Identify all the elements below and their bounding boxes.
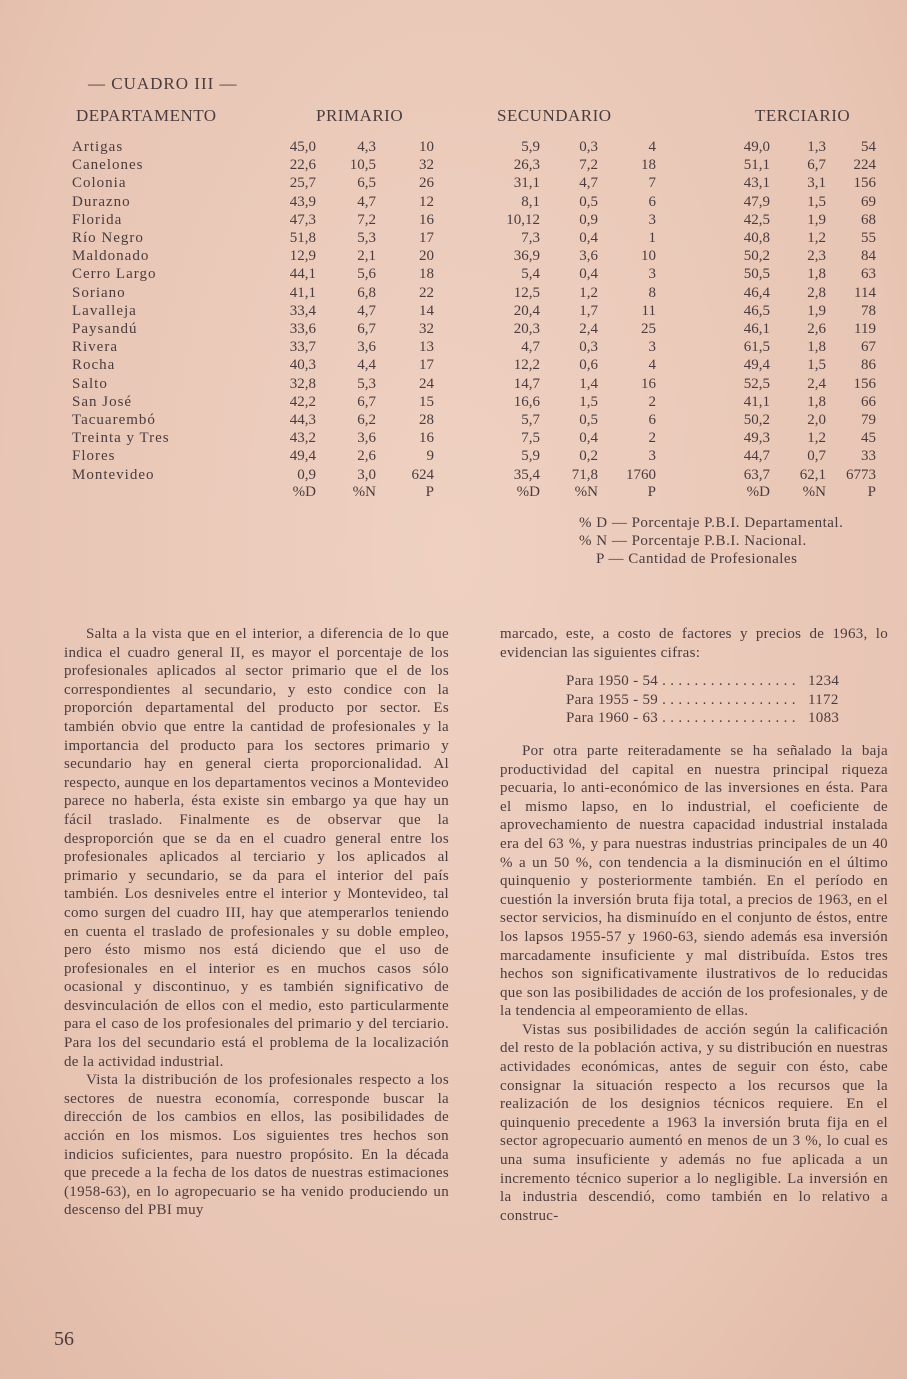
table-cell: 44,7 <box>743 448 770 465</box>
table-cell: 14,7 <box>513 375 540 392</box>
department-name: Florida <box>72 211 123 228</box>
table-cell: 79 <box>861 412 876 428</box>
table-cell: 1,5 <box>579 393 598 410</box>
table-cell: 0,5 <box>579 193 598 210</box>
table-cell: 1,3 <box>807 139 826 155</box>
table-cell: 6,2 <box>357 412 376 428</box>
table-cell: 78 <box>861 302 876 319</box>
table-cell: 4 <box>648 357 656 374</box>
table-cell: 67 <box>861 339 876 356</box>
department-name: Paysandú <box>72 321 138 337</box>
footer-cell: P <box>867 484 876 500</box>
figure-label: Para 1955 - 59 . . . . . . . . . . . . . . . . . <box>566 691 796 708</box>
table-cell: 3,6 <box>357 339 376 356</box>
table-cell: 6773 <box>846 466 876 483</box>
table-cell: 40,3 <box>289 357 316 374</box>
table-cell: 17 <box>419 357 434 374</box>
table-cell: 45,0 <box>289 139 316 155</box>
table-cell: 1,8 <box>807 339 826 356</box>
left-text-column <box>64 625 449 1220</box>
table-cell: 33,4 <box>289 302 316 319</box>
table-cell: 47,3 <box>289 211 316 228</box>
table-cell: 46,4 <box>743 284 770 301</box>
table-cell: 22 <box>419 284 434 301</box>
table-cell: 43,9 <box>289 193 316 210</box>
table-cell: 8,1 <box>521 193 540 210</box>
table-cell: 16 <box>641 375 656 392</box>
table-cell: 7 <box>648 175 656 192</box>
table-cell: 12,2 <box>513 357 540 374</box>
department-name: Río Negro <box>72 230 144 246</box>
table-cell: 2,3 <box>807 248 826 265</box>
table-cell: 11 <box>641 302 656 319</box>
footer-cell: P <box>425 484 434 500</box>
legend-n: % N — Porcentaje P.B.I. Nacional. <box>579 533 807 549</box>
table-row <box>0 175 907 195</box>
figure-label: Para 1960 - 63 . . . . . . . . . . . . . . . . . <box>566 710 796 727</box>
department-name: Salto <box>72 375 108 392</box>
table-cell: 62,1 <box>799 466 826 483</box>
table-cell: 0,5 <box>579 412 598 428</box>
figure-row <box>566 691 851 710</box>
table-cell: 47,9 <box>743 193 770 210</box>
table-row <box>0 157 907 177</box>
table-cell: 26 <box>419 175 434 192</box>
table-cell: 46,1 <box>743 321 770 337</box>
figure-value: 1083 <box>808 710 840 727</box>
table-cell: 2,0 <box>807 412 826 428</box>
table-cell: 69 <box>861 193 876 210</box>
table-cell: 18 <box>641 157 656 174</box>
table-cell: 49,3 <box>743 430 770 447</box>
table-cell: 18 <box>419 266 434 283</box>
footer-cell: %N <box>802 484 826 500</box>
table-title: — CUADRO III — <box>88 74 238 93</box>
table-cell: 3 <box>648 448 656 465</box>
department-name: Flores <box>72 448 116 465</box>
table-cell: 0,9 <box>297 466 316 483</box>
table-cell: 3,0 <box>357 466 376 483</box>
table-cell: 68 <box>861 211 876 228</box>
table-cell: 10,5 <box>349 157 376 174</box>
table-cell: 6 <box>648 193 656 210</box>
table-cell: 33,7 <box>289 339 316 356</box>
table-cell: 119 <box>854 321 876 337</box>
table-cell: 24 <box>419 375 434 392</box>
table-cell: 15 <box>419 393 434 410</box>
table-cell: 1,9 <box>807 211 826 228</box>
table-cell: 5,3 <box>357 230 376 246</box>
table-cell: 10,12 <box>506 211 540 228</box>
table-cell: 13 <box>419 339 434 356</box>
table-cell: 55 <box>861 230 876 246</box>
table-cell: 49,4 <box>743 357 770 374</box>
page-number: 56 <box>54 1328 74 1350</box>
table-row <box>0 139 907 159</box>
table-cell: 52,5 <box>743 375 770 392</box>
table-cell: 12 <box>419 193 434 210</box>
table-cell: 1,7 <box>579 302 598 319</box>
table-cell: 2,6 <box>357 448 376 465</box>
table-cell: 42,5 <box>743 211 770 228</box>
table-cell: 224 <box>853 157 876 174</box>
department-name: San José <box>72 393 133 410</box>
table-cell: 3,1 <box>807 175 826 192</box>
footer-cell: %N <box>352 484 376 500</box>
table-cell: 28 <box>419 412 434 428</box>
table-row <box>0 230 907 250</box>
table-cell: 33 <box>861 448 876 465</box>
department-name: Montevideo <box>72 466 155 483</box>
table-cell: 86 <box>861 357 876 374</box>
table-cell: 26,3 <box>513 157 540 174</box>
table-cell: 6 <box>648 412 656 428</box>
table-cell: 84 <box>861 248 876 265</box>
table-cell: 66 <box>861 393 876 410</box>
table-row <box>0 194 907 214</box>
table-cell: 4,3 <box>357 139 376 155</box>
table-cell: 156 <box>853 175 876 192</box>
header-secundario: SECUNDARIO <box>497 106 612 125</box>
table-row <box>0 303 907 323</box>
table-cell: 4 <box>648 139 656 155</box>
table-row <box>0 339 907 359</box>
legend <box>579 514 843 568</box>
table-cell: 2,8 <box>807 284 826 301</box>
table-cell: 5,9 <box>521 448 540 465</box>
table-cell: 1,8 <box>807 266 826 283</box>
table-cell: 44,3 <box>289 412 316 428</box>
footer-cell: %D <box>516 484 540 500</box>
table-row <box>0 212 907 232</box>
table-cell: 61,5 <box>743 339 770 356</box>
table-cell: 71,8 <box>571 466 598 483</box>
table-cell: 54 <box>861 139 876 155</box>
table-cell: 1,2 <box>807 430 826 447</box>
table-cell: 25,7 <box>289 175 316 192</box>
table-cell: 7,2 <box>579 157 598 174</box>
table-cell: 22,6 <box>289 157 316 174</box>
table-cell: 1,8 <box>807 393 826 410</box>
table-cell: 50,2 <box>743 412 770 428</box>
table-cell: 14 <box>419 302 434 319</box>
table-cell: 5,9 <box>521 139 540 155</box>
table-cell: 1760 <box>626 466 656 483</box>
table-cell: 2,4 <box>807 375 826 392</box>
paragraph: Vistas sus posibilidades de acción según la calificación del resto de la población activa, y su distribución en nuestras actividades económicas, antes de seguir con ésto, cabe consignar la situación respecto a los recursos que la realización de los designios técnicos requiere. En el quinquenio precedente a 1963 la inversión bruta fija en el sector agropecuario aumentó en menos de un 3 %, lo cual es una suma insuficiente y además no fue aplicada a un incremento técnico superior a lo negligible. La inversión en la industria descendió, como también en lo relativo a construc- <box>500 1021 888 1224</box>
table-cell: 8 <box>648 284 656 301</box>
table-cell: 5,3 <box>357 375 376 392</box>
table-cell: 2 <box>648 430 656 447</box>
table-cell: 4,7 <box>357 302 376 319</box>
table-cell: 7,5 <box>521 430 540 447</box>
paragraph: marcado, este, a costo de factores y precios de 1963, lo evidencian las siguientes cifras: <box>500 626 888 661</box>
footer-cell: P <box>647 484 656 500</box>
table-cell: 1,2 <box>579 284 598 301</box>
department-name: Soriano <box>72 284 126 301</box>
table-cell: 6,8 <box>357 284 376 301</box>
department-name: Durazno <box>72 193 131 210</box>
table-cell: 51,8 <box>289 230 316 246</box>
department-name: Colonia <box>72 175 127 192</box>
table-cell: 1,4 <box>579 375 598 392</box>
table-cell: 7,2 <box>357 211 376 228</box>
figure-value: 1234 <box>808 673 840 690</box>
table-cell: 1 <box>648 230 656 246</box>
table-cell: 49,4 <box>289 448 316 465</box>
table-cell: 20 <box>419 248 434 265</box>
legend-p: P — Cantidad de Profesionales <box>596 551 798 567</box>
table-cell: 5,6 <box>357 266 376 283</box>
table-cell: 3 <box>648 266 656 283</box>
department-name: Lavalleja <box>72 302 137 319</box>
table-cell: 33,6 <box>289 321 316 337</box>
table-row <box>0 321 907 341</box>
footer-cell: %N <box>574 484 598 500</box>
table-cell: 63 <box>861 266 876 283</box>
table-cell: 3 <box>648 211 656 228</box>
paragraph: Por otra parte reiteradamente se ha señalado la baja productividad del capital en nuestra principal riqueza pecuaria, lo anti-económico de las inversiones en ésta. Para el mismo lapso, en lo industrial, el coeficiente de aprovechamiento de nuestra capacidad industrial instalada era del 63 %, y para nuestras industrias principales de un 40 % a un 50 %, con tendencia a la disminución en el último quinquenio y posteriormente también. En el período en cuestión la inversión bruta fija total, a precios de 1963, en el sector servicios, ha disminuído en el conjunto de éstos, entre los lapsos 1955-57 y 1960-63, siendo además esa inversión marcadamente insuficiente y mal distribuída. Estos tres hechos son significativamente ilustrativos de lo reducidas que son las posibilidades de acción de los profesionales, y de la tendencia al empeoramiento de ellas. <box>500 742 888 1020</box>
table-cell: 25 <box>641 321 656 337</box>
figure-row <box>566 709 851 728</box>
table-cell: 1,5 <box>807 357 826 374</box>
table-cell: 6,7 <box>357 321 376 337</box>
table-cell: 16 <box>419 211 434 228</box>
department-name: Canelones <box>72 157 144 174</box>
table-cell: 0,7 <box>807 448 826 465</box>
table-cell: 51,1 <box>743 157 770 174</box>
table-cell: 5,4 <box>521 266 540 283</box>
table-cell: 0,3 <box>579 339 598 356</box>
table-cell: 2,6 <box>807 321 826 337</box>
table-cell: 6,7 <box>357 393 376 410</box>
department-name: Treinta y Tres <box>72 430 170 447</box>
table-row <box>0 248 907 268</box>
department-name: Rocha <box>72 357 116 374</box>
table-row <box>0 376 907 396</box>
department-name: Artigas <box>72 139 124 155</box>
table-cell: 16,6 <box>513 393 540 410</box>
table-cell: 156 <box>853 375 876 392</box>
department-name: Tacuarembó <box>72 412 156 428</box>
table-cell: 17 <box>419 230 434 246</box>
table-cell: 1,5 <box>807 193 826 210</box>
table-cell: 20,3 <box>513 321 540 337</box>
table-cell: 0,6 <box>579 357 598 374</box>
table-cell: 36,9 <box>513 248 540 265</box>
table-cell: 31,1 <box>513 175 540 192</box>
table-row <box>0 357 907 377</box>
table-cell: 0,2 <box>579 448 598 465</box>
table-cell: 12,5 <box>513 284 540 301</box>
table-cell: 45 <box>861 430 876 447</box>
paragraph: Salta a la vista que en el interior, a diferencia de lo que indica el cuadro general II, es mayor el porcentaje de los profesionales aplicados al sector primario que el de los correspondientes al secundario, y esto condice con la proporción departamental del producto por sector. Es también obvio que entre la cantidad de profesionales y la importancia del producto para los sectores primario y secundario hay en general cierta proporcionalidad. Al respecto, aunque en los departamentos vecinos a Montevideo parece no haberla, ésta existe sin embargo ya que hay un fácil traslado. Finalmente es de observar que la desproporción que se da en el cuadro general entre los profesionales aplicados al terciario y los aplicados al primario y secundario, se da para el interior del país también. Los desniveles entre el interior y Montevideo, tal como surgen del cuadro III, hay que atemperarlos teniendo en cuenta el traslado de profesionales y su doble empleo, pero ésto mismo nos está diciendo que el uso de profesionales en el interior es en muchos casos sólo ocasional y discontinuo, y es también significativo de desvinculación de ellos con el medio, esto particularmente para el caso de los profesionales del primario y del terciario. Para los del secundario está el problema de la localización de la actividad industrial. <box>64 626 449 1070</box>
table-cell: 41,1 <box>289 284 316 301</box>
table-cell: 10 <box>641 248 656 265</box>
table-cell: 42,2 <box>289 393 316 410</box>
table-cell: 32,8 <box>289 375 316 392</box>
table-cell: 0,3 <box>579 139 598 155</box>
table-row <box>0 412 907 432</box>
table-cell: 2 <box>648 393 656 410</box>
table-cell: 0,4 <box>579 230 598 246</box>
table-cell: 3 <box>648 339 656 356</box>
table-row <box>0 394 907 414</box>
header-terciario: TERCIARIO <box>755 106 851 125</box>
table-cell: 3,6 <box>357 430 376 447</box>
table-cell: 50,2 <box>743 248 770 265</box>
table-cell: 43,2 <box>289 430 316 447</box>
department-name: Rivera <box>72 339 118 356</box>
table-cell: 3,6 <box>579 248 598 265</box>
table-cell: 49,0 <box>743 139 770 155</box>
right-text-column <box>500 625 888 1225</box>
table-cell: 20,4 <box>513 302 540 319</box>
table-footer <box>0 484 907 504</box>
table-cell: 7,3 <box>521 230 540 246</box>
table-cell: 50,5 <box>743 266 770 283</box>
table-cell: 16 <box>419 430 434 447</box>
department-name: Maldonado <box>72 248 150 265</box>
table-cell: 5,7 <box>521 412 540 428</box>
table-cell: 9 <box>426 448 434 465</box>
table-cell: 2,4 <box>579 321 598 337</box>
table-cell: 114 <box>854 284 876 301</box>
department-name: Cerro Largo <box>72 266 157 283</box>
table-cell: 10 <box>419 139 434 155</box>
table-cell: 43,1 <box>743 175 770 192</box>
table-cell: 41,1 <box>743 393 770 410</box>
table-cell: 4,7 <box>521 339 540 356</box>
table-row <box>0 285 907 305</box>
table-cell: 6,7 <box>807 157 826 174</box>
table-cell: 0,4 <box>579 266 598 283</box>
table-cell: 4,7 <box>579 175 598 192</box>
table-cell: 4,4 <box>357 357 376 374</box>
legend-d: % D — Porcentaje P.B.I. Departamental. <box>579 515 844 531</box>
paragraph: Vista la distribución de los profesionales respecto a los sectores de nuestra economía, corresponde buscar la dirección de los cambios en ellos, las posibilidades de acción en los mismos. Los siguientes tres hechos son indicios suficientes, para nuestro propósito. En la década que precede a la fecha de los datos de nuestras estimaciones (1958-63), en lo agropecuario se ha venido produciendo un descenso del PBI muy <box>64 1072 449 1219</box>
table-cell: 1,9 <box>807 302 826 319</box>
table-row <box>0 448 907 468</box>
table-cell: 46,5 <box>743 302 770 319</box>
table-cell: 4,7 <box>357 193 376 210</box>
footer-cell: %D <box>292 484 316 500</box>
figure-label: Para 1950 - 54 . . . . . . . . . . . . . . . . . <box>566 673 796 690</box>
figure-value: 1172 <box>808 691 839 708</box>
table-cell: 32 <box>419 321 434 337</box>
table-row <box>0 266 907 286</box>
table-cell: 40,8 <box>743 230 770 246</box>
table-cell: 1,2 <box>807 230 826 246</box>
table-cell: 0,9 <box>579 211 598 228</box>
table-cell: 0,4 <box>579 430 598 447</box>
header-departamento: DEPARTAMENTO <box>76 106 217 125</box>
table-cell: 35,4 <box>513 466 540 483</box>
table-cell: 2,1 <box>357 248 376 265</box>
figure-row <box>566 672 851 691</box>
footer-cell: %D <box>746 484 770 500</box>
header-primario: PRIMARIO <box>316 106 404 125</box>
table-cell: 44,1 <box>289 266 316 283</box>
table-cell: 624 <box>411 466 434 483</box>
table-row <box>0 430 907 450</box>
table-cell: 6,5 <box>357 175 376 192</box>
table-cell: 32 <box>419 157 434 174</box>
table-cell: 12,9 <box>289 248 316 265</box>
table-cell: 63,7 <box>743 466 770 483</box>
